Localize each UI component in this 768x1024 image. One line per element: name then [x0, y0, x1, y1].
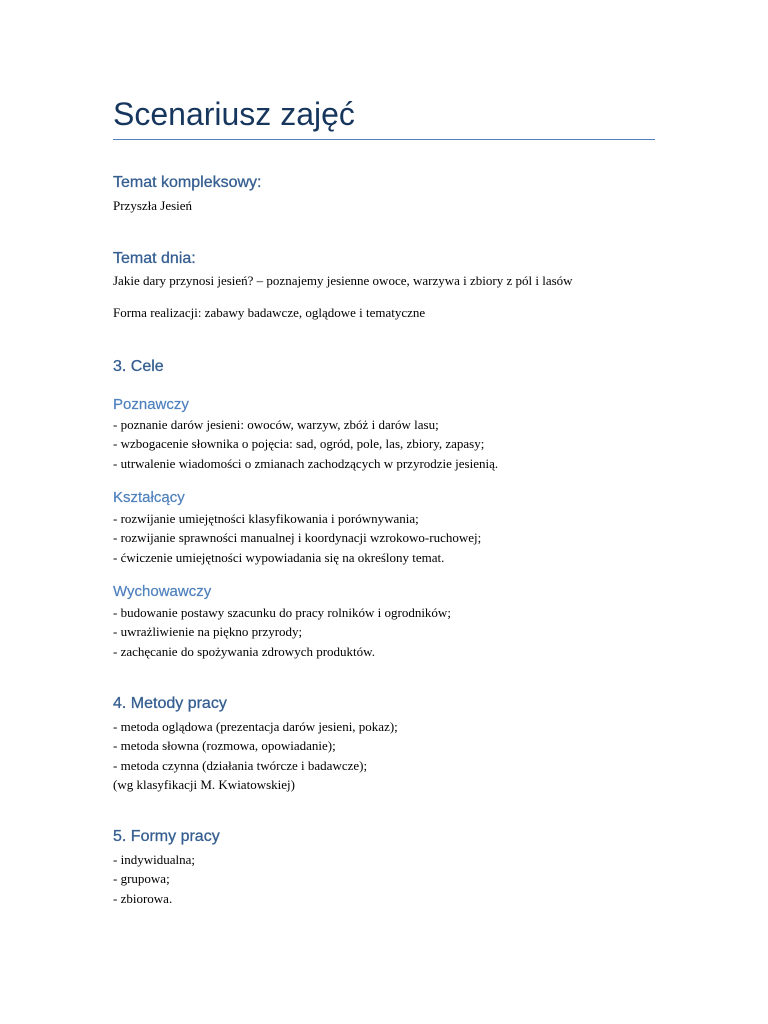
list-item: - poznanie darów jesieni: owoców, warzyw, zbóż i darów lasu;	[113, 417, 439, 432]
metody-list	[113, 717, 673, 794]
list-item: - rozwijanie sprawności manualnej i koordynacji wzrokowo-ruchowej;	[113, 530, 482, 546]
heading-formy-pracy: 5. Formy pracy	[113, 828, 220, 845]
temat-kompleksowy-value: Przyszła Jesień	[113, 198, 193, 213]
heading-temat-kompleksowy: Temat kompleksowy:	[113, 174, 262, 191]
list-item: - utrwalenie wiadomości o zmianach zachodzących w przyrodzie jesienią.	[113, 455, 499, 471]
list-item: - metoda oglądowa (prezentacja darów jesieni, pokaz);	[113, 719, 398, 734]
poznawczy-list	[113, 415, 673, 473]
formy-list	[113, 850, 673, 908]
temat-dnia-value: Jakie dary przynosi jesień? – poznajemy jesienne owoce, warzywa i zbiory z pól i lasów	[113, 273, 573, 288]
list-item: - ćwiczenie umiejętności wypowiadania się na określony temat.	[113, 549, 445, 565]
heading-temat-dnia: Temat dnia:	[113, 250, 196, 267]
list-item: - indywidualna;	[113, 852, 195, 867]
temat-dnia-text	[113, 271, 673, 290]
list-item: (wg klasyfikacji M. Kwiatowskiej)	[113, 776, 295, 792]
heading-cele: 3. Cele	[113, 358, 164, 375]
list-item: - zachęcanie do spożywania zdrowych produktów.	[113, 643, 375, 659]
heading-ksztalcacy: Kształcący	[113, 489, 185, 506]
heading-wychowawczy: Wychowawczy	[113, 583, 212, 600]
forma-realizacji-value: Forma realizacji: zabawy badawcze, oglądowe i tematyczne	[113, 305, 426, 320]
heading-poznawczy: Poznawczy	[113, 396, 189, 413]
ksztalcacy-list	[113, 509, 673, 567]
list-item: - zbiorowa.	[113, 890, 173, 906]
title-underline	[113, 139, 655, 140]
list-item: - budowanie postawy szacunku do pracy rolników i ogrodników;	[113, 605, 451, 620]
list-item: - grupowa;	[113, 871, 170, 887]
list-item: - metoda czynna (działania twórcze i badawcze);	[113, 757, 368, 773]
forma-realizacji	[113, 303, 673, 322]
list-item: - metoda słowna (rozmowa, opowiadanie);	[113, 738, 336, 754]
document-title: Scenariusz zajęć	[113, 96, 355, 132]
heading-metody-pracy: 4. Metody pracy	[113, 695, 227, 712]
temat-kompleksowy-text	[113, 196, 673, 215]
list-item: - uwrażliwienie na piękno przyrody;	[113, 624, 303, 640]
wychowawczy-list	[113, 603, 673, 661]
list-item: - wzbogacenie słownika o pojęcia: sad, ogród, pole, las, zbiory, zapasy;	[113, 436, 485, 452]
list-item: - rozwijanie umiejętności klasyfikowania i porównywania;	[113, 511, 419, 526]
